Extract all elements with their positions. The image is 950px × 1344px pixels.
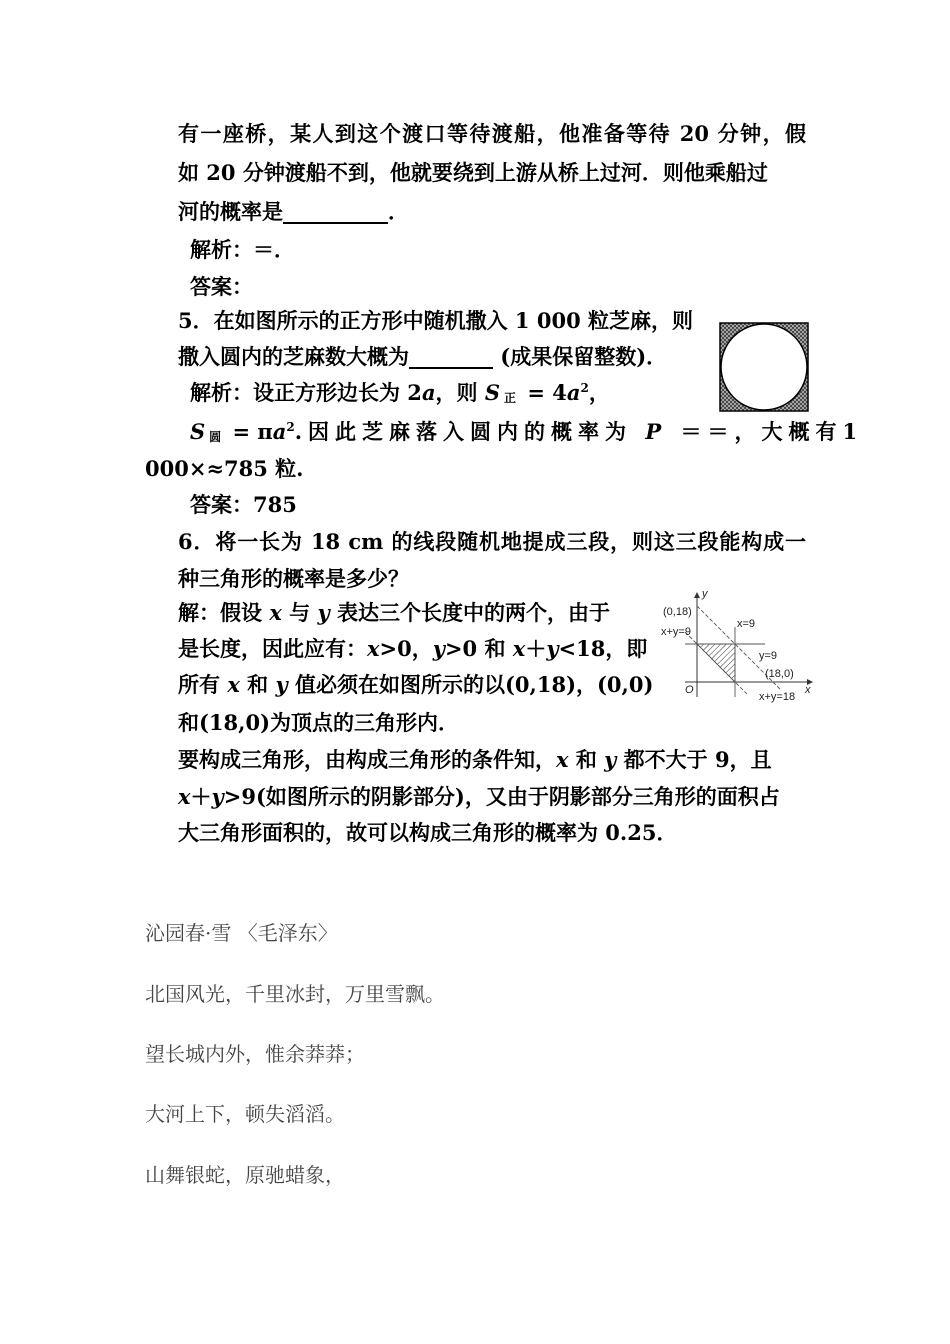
- a1-var: a: [421, 380, 436, 405]
- p6-sol-line4: 和(18,0)为顶点的三角形内．: [178, 710, 460, 735]
- y-axis-arrow: [694, 592, 700, 598]
- var-y: y: [211, 784, 224, 809]
- a1-eq: = 4: [520, 380, 567, 405]
- a1-text2: ，则: [435, 380, 485, 405]
- sol-text: ＋: [525, 636, 547, 661]
- a1-sub: 正: [504, 391, 517, 405]
- sol-label: 解: [178, 600, 199, 625]
- sol-text: <18，即: [558, 636, 648, 661]
- a2-right: [295, 419, 863, 450]
- square-circle-figure: [719, 322, 809, 412]
- poem-line3: 大河上下，顿失滔滔。: [145, 1102, 345, 1126]
- analysis-label: 解析：: [190, 237, 253, 262]
- label-origin: O: [685, 684, 694, 696]
- label-18-0: (18,0): [765, 668, 794, 680]
- p5-answer: [190, 492, 297, 518]
- a2-exp: 2: [286, 420, 295, 434]
- label-0-18: (0,18): [663, 606, 692, 618]
- poem-line1: 北国风光，千里冰封，万里雪飘。: [145, 982, 445, 1006]
- a2-left: [190, 419, 295, 450]
- poem-line2: 望长城内外，惟余莽莽；: [145, 1042, 365, 1066]
- var-y: y: [317, 600, 330, 625]
- var-y: y: [275, 672, 288, 697]
- var-x: x: [512, 636, 526, 661]
- analysis-text: ＝．: [253, 237, 295, 262]
- var-x: x: [269, 600, 282, 625]
- a2-text: .因此芝麻落入圆内的概率为: [294, 419, 633, 444]
- analysis-label: 解析：: [190, 380, 253, 405]
- p4-line2: 如 20 分钟渡船不到，他就要绕到上游从桥上过河．则他乘船过: [178, 160, 768, 185]
- sol-text: 和: [239, 672, 276, 697]
- sol-text: ＋: [190, 784, 212, 809]
- var-x: x: [178, 784, 191, 809]
- p6-line1: 6．将一长为 18 cm 的线段随机地提成三段，则这三段能构成一: [178, 529, 806, 554]
- sol-text: ：假设: [199, 600, 270, 625]
- label-y9: y=9: [759, 650, 778, 662]
- p4-line3: 河的概率是__________．: [178, 199, 409, 224]
- var-x: x: [227, 672, 240, 697]
- answer-label: 答案：: [190, 492, 253, 517]
- sol-text: 与: [281, 600, 318, 625]
- p5-line1: 5．在如图所示的正方形中随机撒入 1 000 粒芝麻，则: [178, 308, 693, 333]
- sol-text: 值必须在如图所示的以(0,18)，(0,0): [287, 672, 654, 697]
- p6-sol-line2: [178, 636, 647, 662]
- a1-S: S: [484, 380, 501, 405]
- a2-a: a: [272, 419, 287, 444]
- label-x-axis: x: [805, 684, 811, 696]
- sol-text: >0 和: [444, 636, 513, 661]
- var-y: y: [546, 636, 559, 661]
- a2-S: S: [190, 419, 206, 444]
- sol-text: 要构成三角形，由构成三角形的条件知，: [178, 747, 556, 772]
- label-xy9: x+y=9: [661, 626, 691, 638]
- label-xy18: x+y=18: [759, 691, 796, 703]
- sol-text: >0，: [379, 636, 433, 661]
- p6-sol-line6: [178, 784, 780, 810]
- p6-sol-line1: [178, 600, 610, 626]
- sol-text: 所有: [178, 672, 228, 697]
- triangle-region-graph: [655, 585, 825, 705]
- poem-line4: 山舞银蛇，原驰蜡象，: [145, 1163, 345, 1187]
- label-y-axis: y: [702, 588, 708, 600]
- sol-text: 是长度，因此应有：: [178, 636, 367, 661]
- sol-text: 和: [568, 747, 605, 772]
- label-x9: x=9: [737, 618, 756, 630]
- p4-line1: 有一座桥，某人到这个渡口等待渡船，他准备等待 20 分钟，假: [178, 121, 806, 146]
- a1-exp: 2: [580, 381, 589, 395]
- p6-sol-line7: 大三角形面积的，故可以构成三角形的概率为 0.25．: [178, 820, 678, 845]
- p5-analysis-line3: 000×≈785 粒.: [145, 456, 304, 481]
- a1-end: ，: [588, 380, 610, 405]
- var-x: x: [367, 636, 380, 661]
- a2-P: P: [645, 419, 668, 444]
- a1-text: 设正方形边长为 2: [253, 380, 422, 405]
- a1-a: a: [566, 380, 581, 405]
- p6-sol-line3: [178, 672, 653, 698]
- line-xy9: [685, 632, 747, 694]
- p6-sol-line5: [178, 747, 772, 773]
- p4-analysis: [190, 237, 295, 263]
- line-xy18-ext: [773, 682, 780, 689]
- sol-text: 都不大于 9，且: [616, 747, 772, 772]
- poem-title: 沁园春·雪 〈毛泽东〉: [145, 921, 338, 945]
- p6-line2: 种三角形的概率是多少？: [178, 566, 409, 591]
- circle-shape: [721, 324, 807, 410]
- answer-value: 785: [253, 492, 297, 517]
- var-x: x: [556, 747, 569, 772]
- p5-analysis-line1: [190, 380, 610, 411]
- a2-sub: 圆: [209, 430, 222, 444]
- sol-text: >9(如图所示的阴影部分)，又由于阴影部分三角形的面积占: [223, 784, 780, 809]
- var-y: y: [604, 747, 617, 772]
- sol-text: 表达三个长度中的两个，由于: [329, 600, 610, 625]
- a2-eq: = π: [225, 419, 273, 444]
- var-y: y: [432, 636, 445, 661]
- p5-analysis-line2: [190, 419, 864, 450]
- p4-answer-label: 答案：: [190, 274, 253, 299]
- p5-line2: 撒入圆内的芝麻数大概为________ (成果保留整数)．: [178, 344, 668, 369]
- a2-rest: ＝＝，大概有1: [680, 419, 864, 444]
